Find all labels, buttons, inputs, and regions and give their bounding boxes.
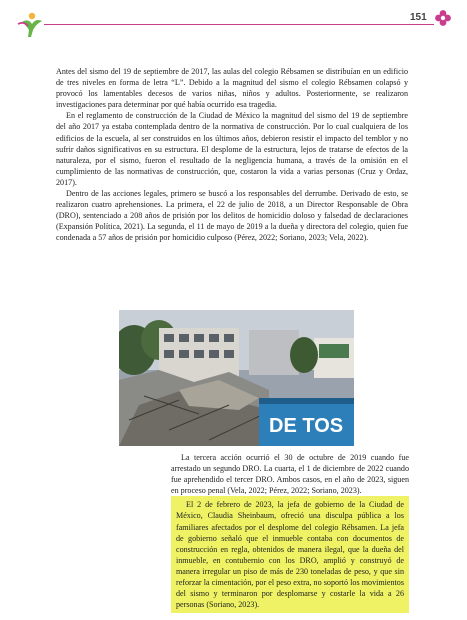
green-figure-icon — [8, 10, 48, 40]
paragraph-intro: Antes del sismo del 19 de septiembre de 2017, las aulas del colegio Rébsamen se distribuían en un edificio de tres niveles en forma de letra “L”. Debido a la magnitud del sismo el colegio Rébsamen colapsó y provocó los lamentables decesos de varios niñas, niños y adultos. Posteriormente, se realizaron investigaciones para determinar por qué había ocurrido esa tragedia. — [56, 67, 408, 110]
main-text — [56, 66, 408, 244]
paragraph-legal-actions: Dentro de las acciones legales, primero se buscó a los responsables del derrumbe. Derivado de esto, se realizaron cuatro aprehensiones. La primera, el 22 de julio de 2018, a un Director Responsable de Obra (DRO), sentenciado a 208 años de prisión por los delitos de homicidio doloso y falsedad de declaraciones (Expansión Política, 2021). La segunda, el 11 de mayo de 2019 a la dueña y directora del colegio, quien fue condenada a 57 años de prisión por homicidio culposo (Pérez, 2022; Soriano, 2023; Vela, 2022). — [56, 189, 408, 243]
flower-icon — [434, 9, 452, 27]
collapsed-school-photo — [119, 310, 354, 446]
lower-text — [171, 452, 409, 613]
paragraph-regulation: En el reglamento de construcción de la Ciudad de México la magnitud del sismo del 19 de septiembre del año 2017 ya estaba contemplada dentro de la normativa de construcción. Por lo cual cualquiera de los edificios de la escuela, al ser construidos en los últimos años, debieron resistir el impacto del temblor y no sufrir daños significativos en su estructura. El desplome de la estructura, lejos de tratarse de efectos de la naturaleza, por el sismo, fueron el resultado de la negligencia humana, a través de la omisión en el cumplimiento de las normativas de construcción, que, costaron la vida a varias personas (Cruz y Ordaz, 2017). — [56, 111, 408, 187]
wall-sign-text: DE TOS — [269, 415, 344, 437]
paragraph-further-arrests: La tercera acción ocurrió el 30 de octubre de 2019 cuando fue arrestado un segundo DRO. La cuarta, el 1 de diciembre de 2022 cuando fue aprehendido el tercer DRO. Ambos casos, en el año de 2023, siguen en proceso penal (Vela, 2022; Pérez, 2022; Soriano, 2023). — [171, 453, 409, 496]
highlighted-paragraph-apology: El 2 de febrero de 2023, la jefa de gobierno de la Ciudad de México, Claudia Sheinbaum, ofreció una disculpa pública a los familiares afectados por el desplome del colegio Rébsamen. La jefa de gobierno señaló que el inmueble contaba con documentos de construcción en regla, obtenidos de manera ilegal, que la dueña del inmueble, en contubernio con los DRO, amplió y construyó de manera irregular un piso de más de 230 toneladas de peso, y que sin reforzar la cimentación, por el peso extra, no soportó los movimientos del sismo y terminaron por desplomarse y costarle la vida a 26 personas (Soriano, 2023). — [171, 496, 409, 613]
header-rule — [44, 24, 434, 25]
page-number: 151 — [410, 12, 427, 23]
